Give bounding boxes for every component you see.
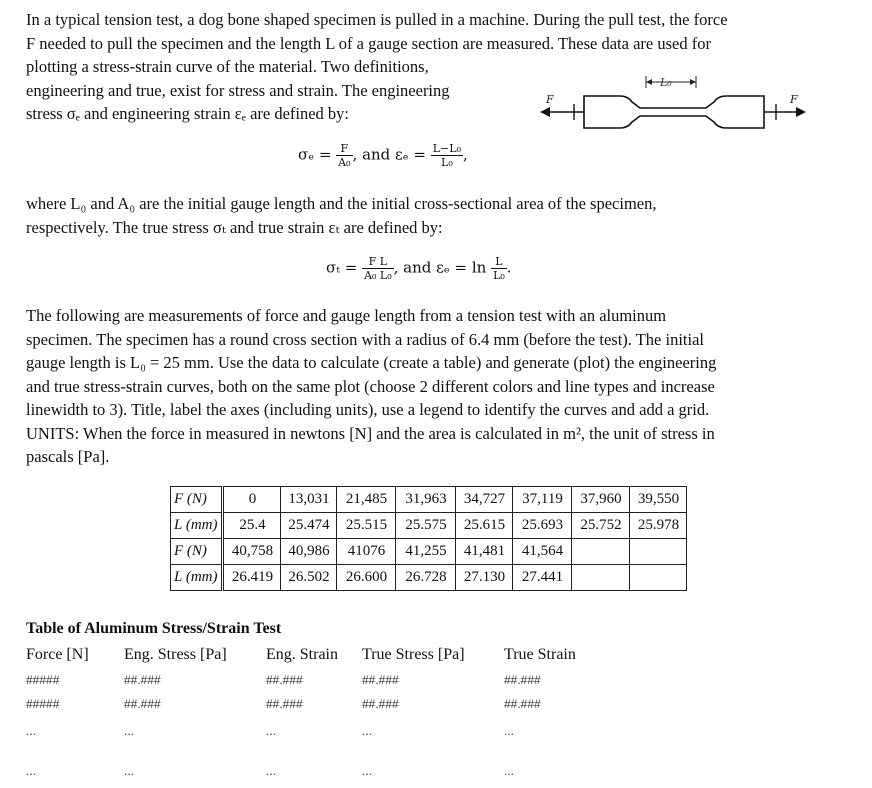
ellipsis: ... bbox=[504, 764, 515, 778]
eq1-fraction-stress bbox=[336, 142, 352, 169]
para3-line: specimen. The specimen has a round cross section with a radius of 6.4 mm (before the test). The initial bbox=[26, 329, 704, 349]
row-header: F (N) bbox=[171, 487, 223, 513]
right-force-label: F bbox=[790, 93, 798, 106]
eq2-mid: , and εₑ = ln bbox=[393, 258, 487, 277]
table-cell: 13,031 bbox=[281, 487, 337, 513]
table-cell: 21,485 bbox=[337, 487, 396, 513]
eq1-fraction-strain bbox=[431, 142, 463, 169]
instructions-paragraph bbox=[26, 304, 716, 469]
table-cell: 25.693 bbox=[513, 513, 572, 539]
table-cell: 26.419 bbox=[223, 565, 281, 591]
ellipsis: ... bbox=[124, 724, 135, 738]
left-force-label: F bbox=[546, 93, 554, 106]
summary-table-title: Table of Aluminum Stress/Strain Test bbox=[26, 620, 282, 637]
ellipsis: ... bbox=[26, 764, 37, 778]
intro-line: engineering and true, exist for stress and strain. The engineering bbox=[26, 80, 450, 100]
table-cell: 25.615 bbox=[456, 513, 513, 539]
measurement-table bbox=[170, 486, 687, 591]
intro-line: In a typical tension test, a dog bone shaped specimen is pulled in a machine. During the pull test, the force bbox=[26, 10, 728, 29]
eq1-frac1-denominator: A₀ bbox=[338, 156, 351, 169]
gauge-length-label: L₀ bbox=[660, 76, 672, 89]
table-cell: 41076 bbox=[337, 539, 396, 565]
summary-col-header: Force [N] bbox=[26, 646, 89, 663]
table-cell: 0 bbox=[223, 487, 281, 513]
table-cell: 31,963 bbox=[396, 487, 456, 513]
ellipsis: ... bbox=[124, 764, 135, 778]
table-cell bbox=[572, 565, 630, 591]
eq2-frac2-numerator: L bbox=[491, 255, 507, 269]
table-cell: 25.4 bbox=[223, 513, 281, 539]
intro-line: plotting a stress-strain curve of the material. Two definitions, bbox=[26, 57, 429, 76]
placeholder-cell: ##### bbox=[26, 697, 60, 711]
table-row bbox=[171, 565, 687, 591]
engineering-equation bbox=[298, 142, 468, 169]
para3-line: UNITS: When the force in measured in newtons [N] and the area is calculated in m², the unit of stress in bbox=[26, 423, 715, 443]
table-cell: 25.515 bbox=[337, 513, 396, 539]
ellipsis: ... bbox=[362, 724, 373, 738]
table-cell: 26.728 bbox=[396, 565, 456, 591]
table-row bbox=[171, 513, 687, 539]
para3-line: pascals [Pa]. bbox=[26, 447, 110, 466]
eq1-frac2-denominator: L₀ bbox=[441, 156, 453, 169]
true-equation bbox=[326, 255, 512, 282]
table-cell: 40,758 bbox=[223, 539, 281, 565]
eq2-fraction-strain bbox=[491, 255, 507, 282]
summary-col-header: Eng. Strain bbox=[266, 646, 338, 663]
para2-line: respectively. The true stress σₜ and true strain εₜ are defined by: bbox=[26, 217, 443, 237]
table-cell: 41,255 bbox=[396, 539, 456, 565]
dogbone-specimen-figure bbox=[536, 70, 836, 138]
ellipsis: ... bbox=[504, 724, 515, 738]
eq2-lhs: σₜ = bbox=[326, 258, 358, 277]
ellipsis: ... bbox=[362, 764, 373, 778]
placeholder-cell: ##.### bbox=[504, 697, 541, 711]
table-cell bbox=[630, 565, 687, 591]
eq1-mid: , and εₑ = bbox=[352, 145, 426, 164]
row-header: F (N) bbox=[171, 539, 223, 565]
table-cell: 27.441 bbox=[513, 565, 572, 591]
table-cell: 41,564 bbox=[513, 539, 572, 565]
table-row bbox=[171, 539, 687, 565]
ellipsis: ... bbox=[266, 764, 277, 778]
placeholder-cell: ##.### bbox=[504, 673, 541, 687]
table-row bbox=[171, 487, 687, 513]
table-cell: 25.752 bbox=[572, 513, 630, 539]
table-cell bbox=[572, 539, 630, 565]
intro-line: F needed to pull the specimen and the length L of a gauge section are measured. These data are used for bbox=[26, 33, 711, 53]
placeholder-cell: ##.### bbox=[362, 697, 399, 711]
table-cell: 25.474 bbox=[281, 513, 337, 539]
eq1-end: , bbox=[463, 145, 468, 164]
table-cell: 27.130 bbox=[456, 565, 513, 591]
row-header: L (mm) bbox=[171, 565, 223, 591]
placeholder-cell: ##.### bbox=[124, 673, 161, 687]
intro-line: stress σₑ and engineering strain εₑ are defined by: bbox=[26, 104, 350, 123]
eq1-frac1-numerator: F bbox=[336, 142, 352, 156]
specimen-outline bbox=[584, 96, 764, 128]
table-cell: 41,481 bbox=[456, 539, 513, 565]
para3-line: and true stress-strain curves, both on the same plot (choose 2 different colors and line types and increase bbox=[26, 376, 715, 396]
summary-col-header: True Stress [Pa] bbox=[362, 646, 465, 663]
para3-line: linewidth to 3). Title, label the axes (including units), use a legend to identify the curves and add a grid. bbox=[26, 400, 710, 419]
definition-paragraph bbox=[26, 192, 656, 239]
summary-col-header: True Strain bbox=[504, 646, 576, 663]
placeholder-cell: ##.### bbox=[124, 697, 161, 711]
placeholder-cell: ##.### bbox=[266, 673, 303, 687]
para3-line: The following are measurements of force and gauge length from a tension test with an aluminum bbox=[26, 306, 667, 325]
para3-line: gauge length is L₀ = 25 mm. Use the data to calculate (create a table) and generate (plot) the engineering bbox=[26, 353, 717, 372]
para2-line: where L₀ and A₀ are the initial gauge length and the initial cross-sectional area of the specimen, bbox=[26, 194, 657, 213]
placeholder-cell: ##### bbox=[26, 673, 60, 687]
table-cell: 40,986 bbox=[281, 539, 337, 565]
table-cell: 25.575 bbox=[396, 513, 456, 539]
eq2-fraction-stress bbox=[362, 255, 394, 282]
table-cell: 37,119 bbox=[513, 487, 572, 513]
table-cell: 34,727 bbox=[456, 487, 513, 513]
table-cell: 25.978 bbox=[630, 513, 687, 539]
eq2-frac1-denominator: A₀ L₀ bbox=[364, 269, 392, 282]
eq2-end: . bbox=[506, 258, 512, 277]
ellipsis: ... bbox=[266, 724, 277, 738]
eq1-frac2-numerator: L−L₀ bbox=[432, 142, 461, 155]
row-header: L (mm) bbox=[171, 513, 223, 539]
eq2-frac2-denominator: L₀ bbox=[493, 269, 505, 282]
placeholder-cell: ##.### bbox=[362, 673, 399, 687]
table-cell: 39,550 bbox=[630, 487, 687, 513]
eq1-lhs: σₑ = bbox=[298, 145, 332, 164]
ellipsis: ... bbox=[26, 724, 37, 738]
summary-col-header: Eng. Stress [Pa] bbox=[124, 646, 227, 663]
table-cell: 26.600 bbox=[337, 565, 396, 591]
table-cell: 26.502 bbox=[281, 565, 337, 591]
table-cell bbox=[630, 539, 687, 565]
table-cell: 37,960 bbox=[572, 487, 630, 513]
placeholder-cell: ##.### bbox=[266, 697, 303, 711]
eq2-frac1-numerator: F L bbox=[362, 255, 394, 269]
